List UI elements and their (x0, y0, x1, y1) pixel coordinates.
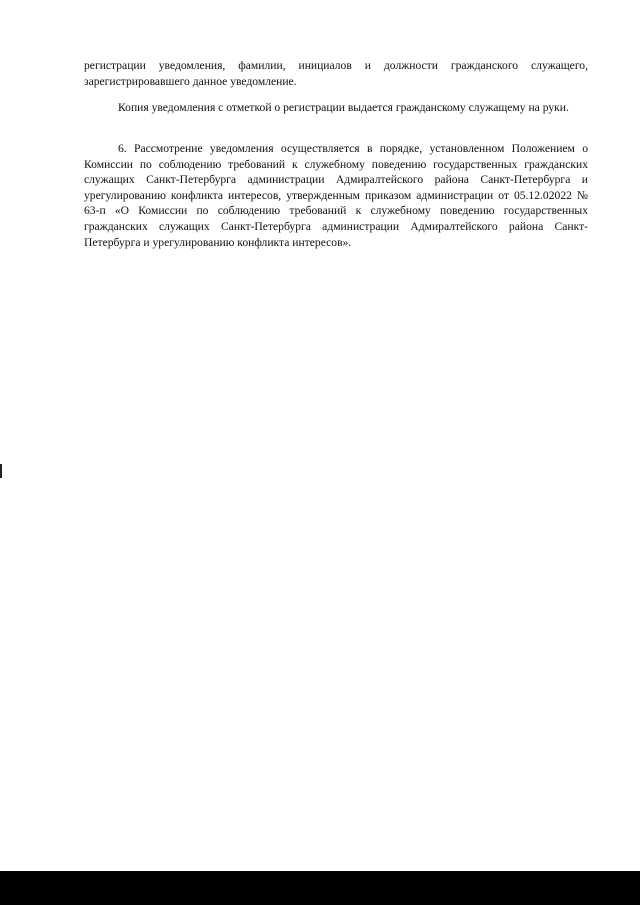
scan-margin-mark (0, 464, 2, 478)
paragraph-copy-issued: Копия уведомления с отметкой о регистрации выдается гражданскому служащему на руки. (118, 101, 569, 114)
scan-bottom-edge (0, 871, 640, 905)
paragraph-review-procedure: 6. Рассмотрение уведомления осуществляется в порядке, установленном Положением о Комиссии по соблюдению требований к служебному поведению государственных гражданских служащих Санкт-Петербурга администрации Адмиралтейского района Санкт-Петербурга и урегулированию конфликта интересов, утвержденным приказом администрации от 05.12.02022 № 63-п «О Комиссии по соблюдению требований к служебному поведению государственных гражданских служащих Санкт-Петербурга администрации Адмиралтейского района Санкт-Петербурга и урегулированию конфликта интересов». (84, 142, 588, 249)
paragraph-registration-details: регистрации уведомления, фамилии, инициалов и должности гражданского служащего, зарегистрировавшего данное уведомление. (84, 59, 588, 88)
